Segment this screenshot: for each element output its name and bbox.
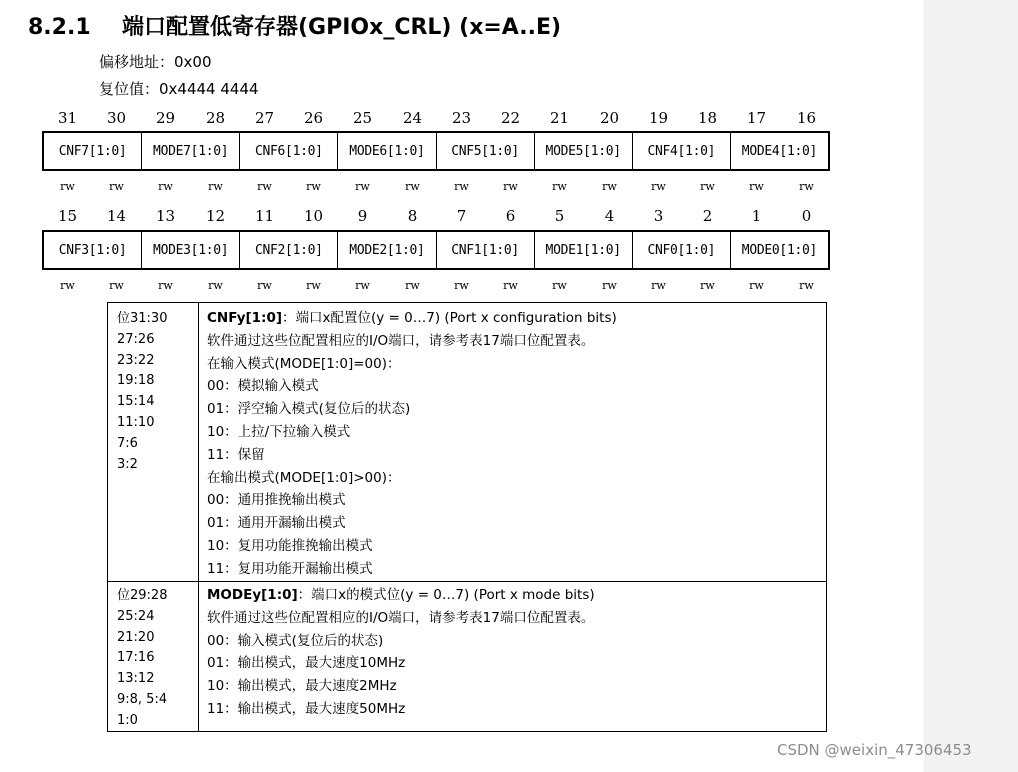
bit-number: 4 [604,207,615,225]
bit-number: 10 [303,207,324,225]
access-type: rw [799,279,814,292]
access-type: rw [208,279,223,292]
access-type: rw [405,180,420,193]
access-type: rw [749,279,764,292]
lower-register-row [42,230,830,270]
description-line: 在输出模式(MODE[1:0]>00)： [207,469,401,486]
access-type: rw [60,279,75,292]
access-type: rw [503,279,518,292]
access-type: rw [700,279,715,292]
bit-range: 9:8, 5:4 [117,691,168,707]
section-number: 8.2.1 [28,15,91,40]
description-line: 10：输出模式，最大速度2MHz [207,678,397,695]
bit-range: 11:10 [117,414,155,430]
bit-number: 18 [697,109,718,127]
upper-bit-numbers [43,109,831,129]
access-type: rw [552,180,567,193]
access-type: rw [306,180,321,193]
register-field: CNF0[1:0] [633,232,731,268]
mode-field-name: MODEy[1:0] [207,587,298,603]
access-type: rw [109,180,124,193]
mode-bit-positions [117,586,167,732]
bit-range: 3:2 [117,456,138,472]
description-line: 11：输出模式，最大速度50MHz [207,700,406,717]
upper-register-row [42,131,830,171]
bit-number: 26 [303,109,324,127]
bit-number: 27 [254,109,275,127]
bit-range: 25:24 [117,608,155,624]
register-field: MODE1[1:0] [535,232,633,268]
bit-number: 25 [352,109,373,127]
access-type: rw [257,180,272,193]
description-line: 10：复用功能推挽输出模式 [207,537,373,554]
access-type: rw [109,279,124,292]
bit-number: 21 [549,109,570,127]
access-type: rw [158,279,173,292]
lower-access-row [43,279,831,297]
register-field: MODE0[1:0] [741,242,818,258]
register-field: MODE6[1:0] [338,133,436,169]
bit-number: 24 [402,109,423,127]
offset-address: 偏移地址：0x00 [99,53,212,71]
description-line: 软件通过这些位配置相应的I/O端口，请参考表17端口位配置表。 [207,609,595,626]
bit-number: 17 [746,109,767,127]
access-type: rw [552,279,567,292]
section-title: 端口配置低寄存器(GPIOx_CRL) (x=A..E) [122,15,562,40]
register-field: CNF3[1:0] [44,232,142,268]
access-type: rw [651,180,666,193]
description-line: 00：输入模式(复位后的状态) [207,632,384,649]
register-field: CNF2[1:0] [240,232,338,268]
access-type: rw [355,279,370,292]
cnf-field-title: ：端口x配置位(y = 0…7) (Port x configuration bits) [282,310,617,326]
register-field: MODE7[1:0] [142,133,240,169]
bit-number: 12 [205,207,226,225]
register-field: MODE5[1:0] [535,133,633,169]
upper-access-row [43,180,831,198]
bit-number: 20 [599,109,620,127]
description-line: 10：上拉/下拉输入模式 [207,423,351,440]
bit-number: 1 [751,207,762,225]
bit-number: 15 [57,207,78,225]
description-line: 在输入模式(MODE[1:0]=00)： [207,355,401,372]
access-type: rw [454,180,469,193]
bit-number: 31 [57,109,78,127]
bit-number: 13 [155,207,176,225]
bit-number: 5 [554,207,565,225]
access-type: rw [355,180,370,193]
bit-range: 位31:30 [117,311,168,326]
bit-number: 8 [407,207,418,225]
watermark: CSDN @weixin_47306453 [777,741,972,759]
bit-number: 29 [155,109,176,127]
bit-range: 1:0 [117,712,138,728]
bit-range: 17:16 [117,650,155,666]
access-type: rw [700,180,715,193]
register-field: MODE4[1:0] [741,143,818,159]
description-line: 00：模拟输入模式 [207,378,319,395]
viewer-margin [926,0,1018,772]
mode-field-title: ：端口x的模式位(y = 0…7) (Port x mode bits) [297,587,595,603]
access-type: rw [503,180,518,193]
bit-number: 16 [796,109,817,127]
bit-number: 9 [357,207,368,225]
cnf-description [207,307,617,581]
bit-number: 2 [702,207,713,225]
bit-range: 15:14 [117,394,155,410]
description-line: 01：浮空输入模式(复位后的状态) [207,401,411,418]
bit-range: 7:6 [117,435,138,451]
access-type: rw [602,180,617,193]
bit-number: 0 [801,207,812,225]
bit-number: 3 [653,207,664,225]
bit-number: 7 [456,207,467,225]
bit-range: 23:22 [117,352,155,368]
column-divider [198,303,199,731]
bit-number: 30 [106,109,127,127]
description-line: 软件通过这些位配置相应的I/O端口，请参考表17端口位配置表。 [207,332,595,349]
bit-number: 6 [505,207,516,225]
access-type: rw [651,279,666,292]
access-type: rw [158,180,173,193]
bit-description-table [107,302,827,732]
bit-number: 11 [254,207,275,225]
description-line: 11：复用功能开漏输出模式 [207,560,373,577]
access-type: rw [208,180,223,193]
mode-description [207,584,595,721]
register-field: CNF1[1:0] [437,232,535,268]
access-type: rw [405,279,420,292]
description-line: 01：输出模式，最大速度10MHz [207,655,406,672]
register-field: CNF6[1:0] [240,133,338,169]
lower-bit-numbers [43,207,831,227]
bit-range: 27:26 [117,331,155,347]
bit-range: 13:12 [117,671,155,687]
bit-number: 19 [648,109,669,127]
mode-heading [207,584,595,607]
cnf-bit-positions [117,309,167,475]
cnf-heading [207,307,617,330]
bit-number: 23 [451,109,472,127]
description-line: 00：通用推挽输出模式 [207,492,346,509]
bit-range: 位29:28 [117,588,168,603]
register-field: CNF7[1:0] [44,133,142,169]
access-type: rw [602,279,617,292]
access-type: rw [749,180,764,193]
access-type: rw [257,279,272,292]
register-field: CNF5[1:0] [437,133,535,169]
register-field: CNF4[1:0] [633,133,731,169]
register-field: MODE3[1:0] [142,232,240,268]
access-type: rw [60,180,75,193]
description-line: 01：通用开漏输出模式 [207,515,346,532]
row-divider [108,581,826,582]
register-field: MODE2[1:0] [338,232,436,268]
cnf-field-name: CNFy[1:0] [207,310,283,326]
description-line: 11：保留 [207,446,265,463]
section-heading [28,10,561,41]
bit-range: 21:20 [117,629,155,645]
access-type: rw [454,279,469,292]
bit-number: 28 [205,109,226,127]
access-type: rw [306,279,321,292]
bit-range: 19:18 [117,373,155,389]
bit-number: 14 [106,207,127,225]
access-type: rw [799,180,814,193]
bit-number: 22 [500,109,521,127]
reset-value: 复位值：0x4444 4444 [99,80,259,98]
